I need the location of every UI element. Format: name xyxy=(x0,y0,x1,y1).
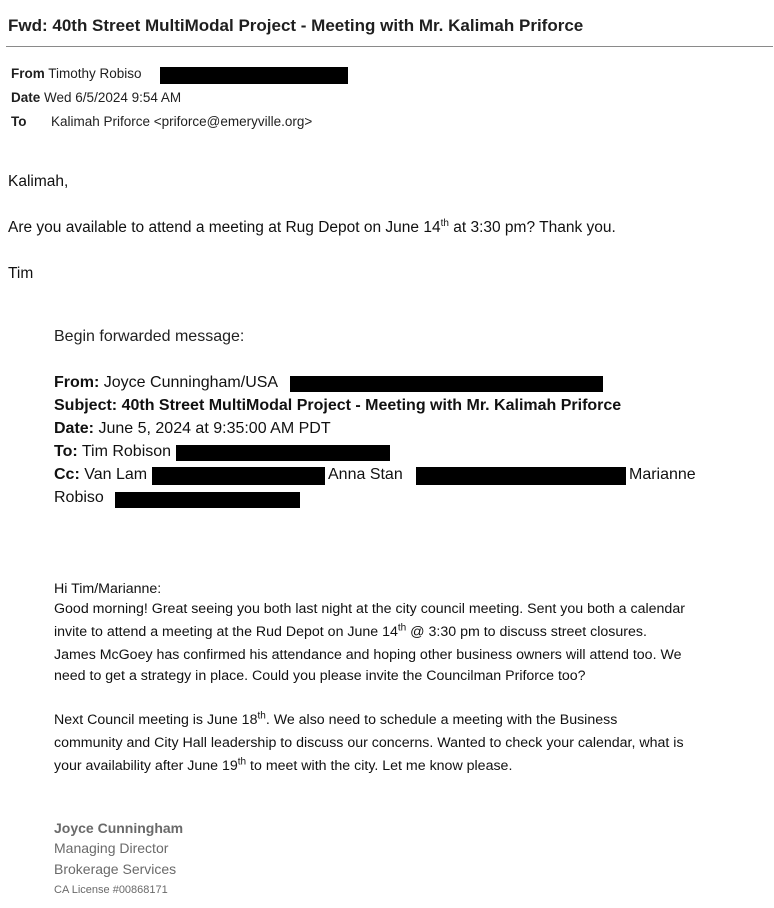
fwd-to-row xyxy=(54,443,171,461)
fwd-from-value: Joyce Cunningham/USA xyxy=(99,374,279,391)
signature-name: Joyce Cunningham xyxy=(54,820,184,836)
signoff: Tim xyxy=(8,265,34,282)
fwd-paragraph-line xyxy=(54,755,512,778)
fwd-from-label: From: xyxy=(54,374,100,391)
fwd-paragraph-line: Good morning! Great seeing you both last night at the city council meeting. Sent you both a calendar xyxy=(54,601,685,617)
signature-title: Managing Director xyxy=(54,840,169,856)
ordinal-suffix: th xyxy=(440,217,449,229)
message-text-end: at 3:30 pm? Thank you. xyxy=(448,219,616,236)
email-subject: Fwd: 40th Street MultiModal Project - Meeting with Mr. Kalimah Priforce xyxy=(8,16,584,35)
fwd-paragraph-line: need to get a strategy in place. Could you please invite the Councilman Priforce too? xyxy=(54,668,586,684)
fwd-text: your availability after June 19 xyxy=(54,758,238,774)
fwd-date-label: Date: xyxy=(54,420,95,437)
redaction-bar xyxy=(176,445,390,461)
fwd-to-value: Tim Robison xyxy=(77,443,172,460)
redaction-bar xyxy=(115,492,300,508)
fwd-from-row xyxy=(54,374,278,392)
fwd-text: invite to attend a meeting at the Rud Depot on June 14 xyxy=(54,624,398,640)
fwd-cc-row xyxy=(54,466,147,484)
redaction-bar xyxy=(290,376,603,392)
redaction-bar xyxy=(160,67,348,84)
redaction-bar xyxy=(416,467,626,485)
ordinal-suffix: th xyxy=(257,710,266,722)
fwd-date-row xyxy=(54,420,331,438)
fwd-cc-value: Robiso xyxy=(54,489,104,506)
date-value: Wed 6/5/2024 9:54 AM xyxy=(44,90,182,105)
fwd-cc-value: Van Lam xyxy=(79,466,148,483)
fwd-cc-value: Marianne xyxy=(629,466,696,483)
signature-department: Brokerage Services xyxy=(54,861,177,877)
fwd-paragraph-line: James McGoey has confirmed his attendance and hoping other business owners will attend too. We xyxy=(54,647,682,663)
date-row xyxy=(11,90,181,105)
fwd-text: @ 3:30 pm to discuss street closures. xyxy=(406,624,647,640)
fwd-text: Next Council meeting is June 18 xyxy=(54,712,258,728)
redaction-bar xyxy=(152,467,325,485)
fwd-salutation: Hi Tim/Marianne: xyxy=(54,581,162,597)
message-text: Are you available to attend a meeting at Rug Depot on June 14 xyxy=(8,219,441,236)
to-row xyxy=(11,114,27,129)
fwd-paragraph-line xyxy=(54,621,647,644)
fwd-cc-label: Cc: xyxy=(54,466,80,483)
greeting: Kalimah, xyxy=(8,173,69,190)
date-label: Date xyxy=(11,90,41,105)
signature-license: CA License #00868171 xyxy=(54,884,168,896)
fwd-text: to meet with the city. Let me know please. xyxy=(246,758,513,774)
from-row xyxy=(11,66,142,81)
forwarded-intro: Begin forwarded message: xyxy=(54,328,245,345)
to-value[interactable]: Kalimah Priforce <priforce@emeryville.org> xyxy=(51,114,313,129)
fwd-to-label: To: xyxy=(54,443,78,460)
to-label: To xyxy=(11,114,27,129)
message-line xyxy=(8,219,616,237)
from-value[interactable]: Timothy Robiso xyxy=(48,66,142,81)
ordinal-suffix: th xyxy=(237,756,247,768)
from-label: From xyxy=(11,66,45,81)
header-divider xyxy=(6,46,773,47)
fwd-subject-value: 40th Street MultiModal Project - Meeting with Mr. Kalimah Priforce xyxy=(117,397,622,414)
fwd-paragraph-line: community and City Hall leadership to discuss our concerns. Wanted to check your calendar, what is xyxy=(54,735,684,751)
fwd-text: . We also need to schedule a meeting with the Business xyxy=(265,712,618,728)
ordinal-suffix: th xyxy=(397,622,407,634)
fwd-paragraph-line xyxy=(54,709,617,732)
fwd-cc-value: Anna Stan xyxy=(328,466,403,483)
fwd-date-value: June 5, 2024 at 9:35:00 AM PDT xyxy=(94,420,331,437)
fwd-subject-label: Subject: xyxy=(54,397,118,414)
fwd-subject-row xyxy=(54,397,621,415)
